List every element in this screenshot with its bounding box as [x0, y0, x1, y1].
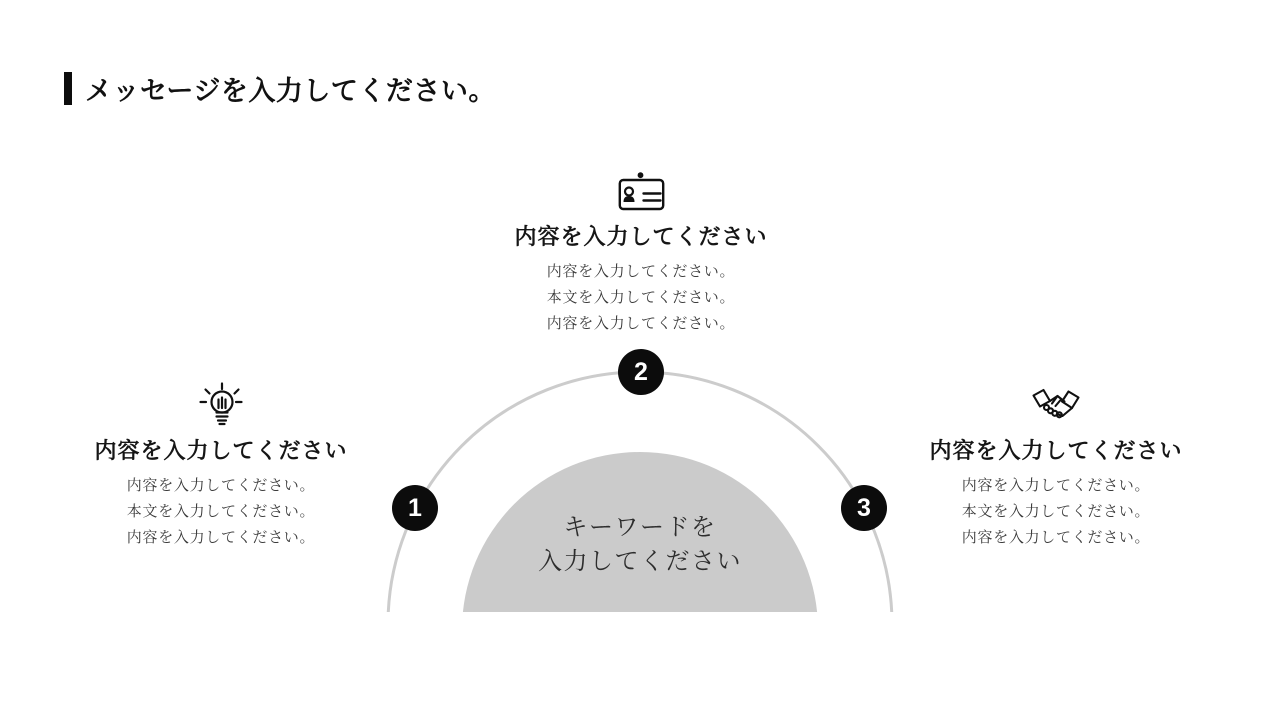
body-line: 内容を入力してください。 — [126, 477, 316, 495]
step-badge-1: 1 — [392, 485, 438, 531]
content-body-2 — [547, 259, 735, 337]
id-card-icon — [618, 169, 665, 213]
body-line: 本文を入力してください。 — [126, 503, 316, 521]
body-line: 内容を入力してください。 — [126, 529, 316, 547]
body-line: 内容を入力してください。 — [961, 529, 1151, 547]
content-body-1 — [127, 473, 315, 551]
keyword-line-2: 入力してください — [538, 548, 742, 575]
body-line: 内容を入力してください。 — [961, 477, 1151, 495]
body-line: 内容を入力してください。 — [546, 263, 736, 281]
handshake-icon — [1031, 383, 1081, 427]
content-block-1 — [61, 383, 381, 551]
content-heading-2: 内容を入力してください — [514, 224, 768, 249]
step-badge-3: 3 — [841, 485, 887, 531]
content-heading-3: 内容を入力してください — [929, 438, 1183, 463]
content-heading-1: 内容を入力してください — [94, 438, 348, 463]
step-badge-2: 2 — [618, 349, 664, 395]
keyword-line-1: キーワードを — [563, 514, 717, 541]
body-line: 本文を入力してください。 — [546, 289, 736, 307]
content-block-3 — [896, 383, 1216, 551]
slide-title: メッセージを入力してください。 — [85, 76, 496, 106]
body-line: 内容を入力してください。 — [546, 315, 736, 333]
content-body-3 — [962, 473, 1150, 551]
lightbulb-icon — [197, 383, 245, 427]
content-block-2 — [481, 169, 801, 337]
keyword-text — [440, 511, 840, 579]
body-line: 本文を入力してください。 — [961, 503, 1151, 521]
